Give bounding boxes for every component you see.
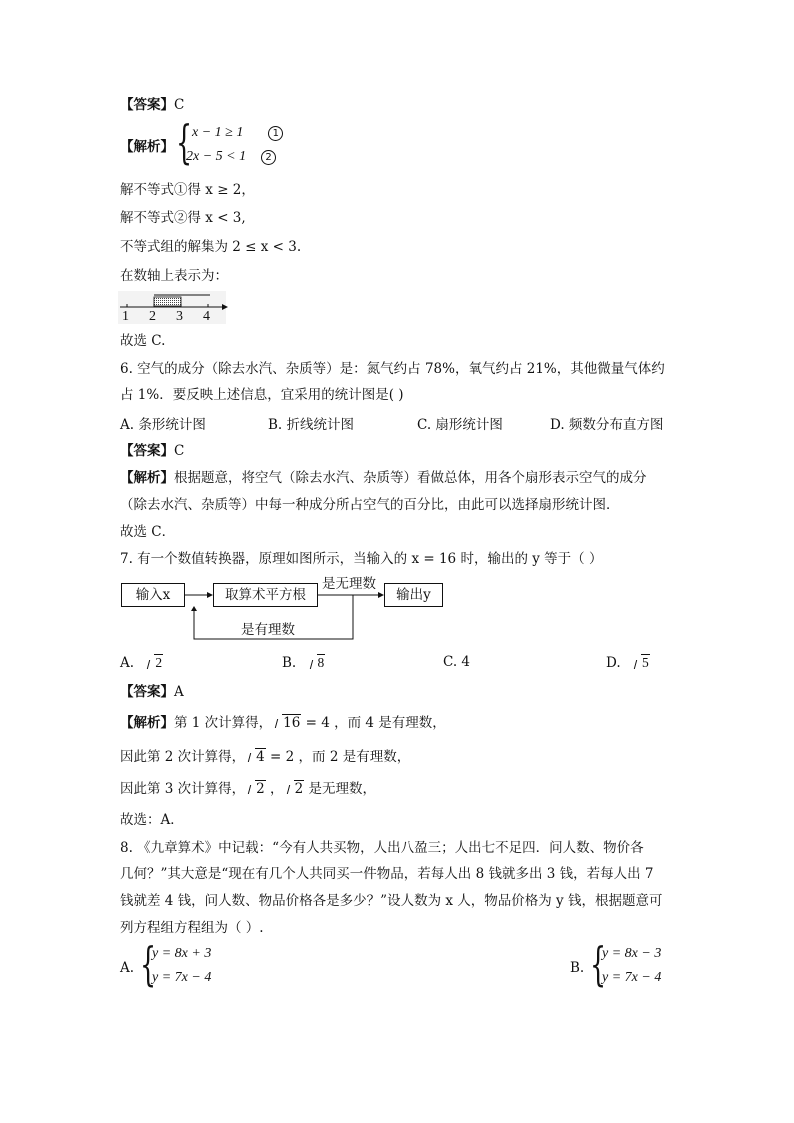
q7-analysis-line-2	[120, 747, 410, 767]
analysis-label: 【解析】	[120, 139, 174, 155]
q7-analysis-line-1	[120, 713, 446, 733]
analysis-text: = 4 ，而 4 是有理数，	[301, 715, 446, 731]
flow-input-box: 输入x	[121, 583, 185, 607]
sqrt-expression	[245, 747, 266, 767]
q6-stem-line-2: 占 1%．要反映上述信息，宜采用的统计图是( )	[120, 387, 404, 403]
q8-stem-line-2: 几何？”其大意是“现在有几个人共同买一件物品，若每人出 8 钱就多出 3 钱，若每人出 7	[120, 866, 654, 882]
q7-answer	[120, 682, 184, 702]
q6-analysis-line-2: （除去水汽、杂质等）中每一种成分所占空气的百分比，由此可以选择扇形统计图．	[120, 497, 620, 513]
q8-stem-line-3: 钱就差 4 钱，问人数、物品价格各是多少？”设人数为 x 人，物品价格为 y 钱，根据题意可	[120, 893, 663, 909]
answer-value: C	[174, 97, 185, 113]
analysis-text: 因此第 3 次计算得，	[120, 781, 246, 797]
system-row-2: y = 7x − 4	[152, 970, 212, 985]
q7-option-d[interactable]	[606, 654, 650, 671]
axis-tick-4: 4	[203, 309, 210, 324]
option-label: A.	[120, 655, 135, 671]
option-label: B.	[570, 960, 585, 976]
q5-step-3: 不等式组的解集为 2 ≤ x < 3.	[120, 239, 302, 255]
q6-option-b[interactable]: B. 折线统计图	[268, 417, 355, 433]
system-row-2: y = 7x − 4	[602, 970, 662, 985]
system-row-1: y = 8x + 3	[152, 946, 212, 961]
sqrt-expression	[307, 654, 326, 671]
axis-tick-2: 2	[149, 309, 156, 324]
radicand: 8	[317, 655, 325, 670]
q7-analysis-line-3	[120, 779, 376, 799]
sqrt-expression	[272, 713, 301, 733]
system-row-1: y = 8x − 3	[602, 946, 662, 961]
q6-option-c[interactable]: C. 扇形统计图	[417, 417, 503, 433]
flow-output-box: 输出y	[384, 583, 443, 607]
q7-option-a[interactable]	[120, 654, 163, 671]
q5-step-2: 解不等式②得 x < 3,	[120, 210, 246, 226]
flow-process-box: 取算术平方根	[213, 583, 318, 607]
flow-label-irrational: 是无理数	[322, 576, 376, 592]
circled-number-1: 1	[268, 126, 283, 141]
q7-option-b[interactable]	[282, 654, 325, 671]
radicand: 2	[155, 655, 163, 670]
q7-conclusion: 故选：A．	[120, 812, 184, 828]
sqrt-expression	[284, 779, 305, 799]
q8-stem-line-4: 列方程组方程组为（ ）.	[120, 920, 264, 936]
analysis-text: 第 1 次计算得，	[174, 715, 273, 731]
q5-step-4: 在数轴上表示为：	[120, 268, 228, 284]
option-label: D.	[606, 655, 621, 671]
sqrt-expression	[245, 779, 266, 799]
radicand: 4	[256, 749, 265, 765]
system-brace: {	[176, 115, 193, 169]
sqrt-expression	[144, 654, 163, 671]
answer-label: 【答案】	[120, 443, 174, 459]
axis-tick-1: 1	[122, 309, 129, 324]
answer-value: A	[174, 684, 184, 700]
analysis-label: 【解析】	[120, 715, 174, 731]
q5-step-1: 解不等式①得 x ≥ 2，	[120, 182, 255, 198]
option-label: B.	[282, 655, 297, 671]
q8-stem-line-1: 8. 《九章算术》中记载：“今有人共买物，人出八盈三；人出七不足四．问人数、物价各	[120, 840, 644, 856]
analysis-text: = 2 ，而 2 是有理数，	[265, 749, 411, 765]
radicand: 16	[283, 715, 301, 731]
analysis-text: 是无理数，	[304, 781, 376, 797]
analysis-text: 根据题意，将空气（除去水汽、杂质等）看做总体，用各个扇形表示空气的成分	[174, 470, 647, 486]
inequality-2: 2x − 5 < 1	[186, 149, 247, 164]
flow-label-rational: 是有理数	[241, 622, 295, 638]
analysis-text: 因此第 2 次计算得，	[120, 749, 246, 765]
radicand: 2	[256, 781, 265, 797]
answer-label: 【答案】	[120, 684, 174, 700]
inequality-1: x − 1 ≥ 1	[192, 125, 244, 140]
system-brace: {	[140, 937, 157, 991]
system-brace: {	[590, 937, 607, 991]
radicand: 5	[641, 655, 649, 670]
q6-option-a[interactable]: A. 条形统计图	[120, 417, 206, 433]
option-label: A.	[120, 960, 135, 976]
radicand: 2	[294, 781, 304, 797]
q6-option-d[interactable]: D. 频数分布直方图	[550, 417, 664, 433]
analysis-text: ，	[265, 781, 284, 797]
q6-stem-line-1: 6. 空气的成分（除去水汽、杂质等）是：氮气约占 78%，氧气约占 21%，其他微量气体约	[120, 361, 665, 377]
q6-conclusion: 故选 C．	[120, 524, 176, 540]
answer-value: C	[174, 443, 185, 459]
analysis-label: 【解析】	[120, 470, 174, 486]
q7-option-c[interactable]: C. 4	[443, 654, 471, 670]
q5-conclusion: 故选 C.	[120, 333, 166, 349]
circled-number-2: 2	[261, 150, 276, 165]
axis-tick-3: 3	[176, 309, 183, 324]
answer-label: 【答案】	[120, 97, 174, 113]
q7-stem: 7. 有一个数值转换器，原理如图所示，当输入的 x = 16 时，输出的 y 等于（ ）	[120, 551, 603, 567]
sqrt-expression	[631, 654, 650, 671]
